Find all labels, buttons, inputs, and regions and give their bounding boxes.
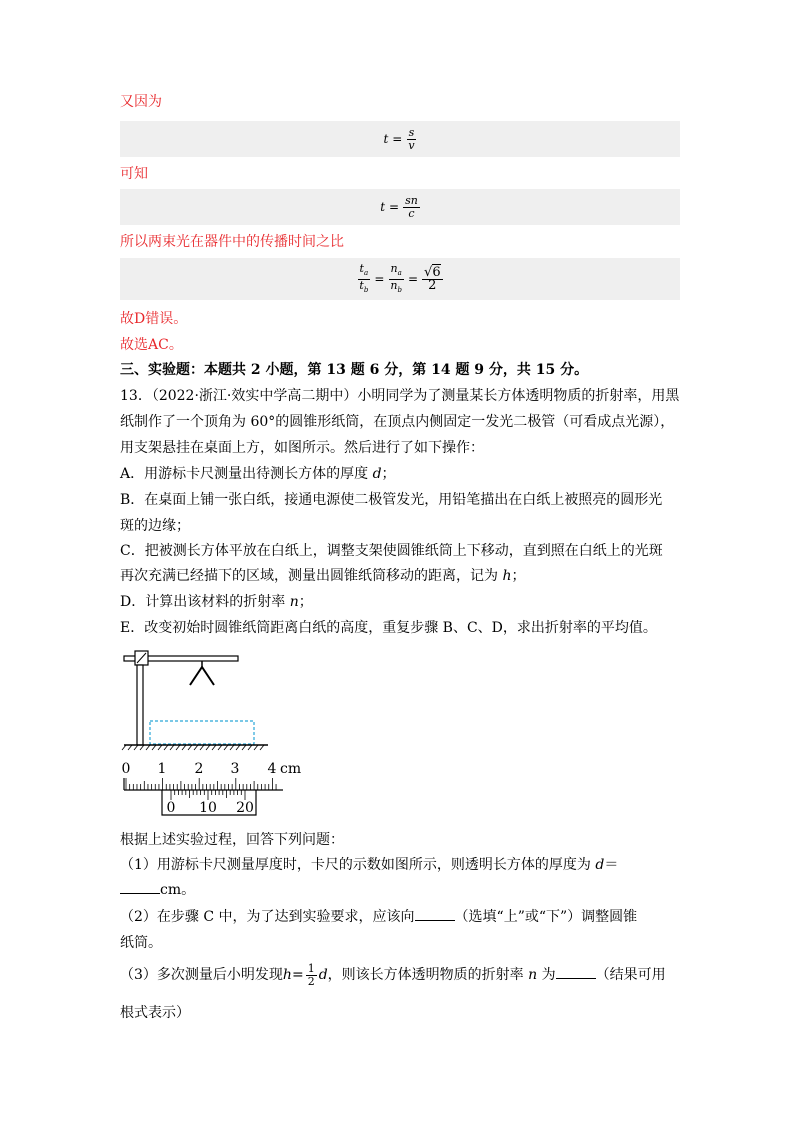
q2-line-2: 纸筒。 [120,935,162,951]
q1-line-2 [120,880,195,900]
q3-mid2: 为 [537,967,556,983]
ratio-ta-over-tb [357,263,370,296]
sqrt-symbol: √ [424,264,433,280]
q3-h: h [282,967,292,983]
ratio-n: n [390,278,398,292]
vernier-label: 0 [166,800,176,816]
vernier-label: 20 [236,800,254,816]
main-scale-label: 0 [121,761,131,777]
step-d-text: D．计算出该材料的折射率 [120,594,290,610]
step-a-text: A．用游标卡尺测量出待测长方体的厚度 [120,466,373,482]
solution-line-answer: 故选AC。 [120,337,183,353]
formula-var: t [383,132,389,146]
question-intro-line-1: 13．（2022·浙江·效实中学高二期中）小明同学为了测量某长方体透明物质的折射率，用黑 [120,388,680,404]
q2-text: （2）在步骤 C 中，为了达到实验要求，应该向 [120,909,415,925]
formula-fraction [403,195,420,220]
q3-n: n [528,967,538,983]
vernier-label: 10 [199,800,217,816]
question-intro-line-3: 用支架悬挂在桌面上方，如图所示。然后进行了如下操作： [120,440,484,456]
solution-line-bizhi: 所以两束光在器件中的传播时间之比 [120,234,344,250]
q3-line-2: 根式表示） [120,1005,190,1021]
step-b-line-2: 斑的边缘； [120,518,190,534]
step-c-text: 再次充满已经描下的区域，测量出圆锥纸筒移动的距离，记为 [120,568,503,584]
formula-equals: = [392,132,403,146]
q3-answer-blank[interactable] [556,978,596,979]
ratio-sub-b: b [397,285,402,294]
vernier-scale-ticks [171,790,245,800]
q3-line-1 [120,961,666,989]
step-c-var: h [502,568,512,584]
q1-line-1 [120,855,618,875]
formula-equals: = [374,272,385,286]
q1-text: （1）用游标卡尺测量厚度时，卡尺的示数如图所示，则透明长方体的厚度为 [120,857,596,873]
solution-line-d-wrong: 故D错误。 [120,311,188,327]
q1-answer-blank[interactable] [120,893,160,894]
fraction-numerator: s [408,125,415,139]
formula-t-equals-sn-over-c [120,189,680,225]
q2-line-1 [120,907,637,927]
solution-line-yinwei: 又因为 [120,94,162,110]
step-b-line-1: B．在桌面上铺一张白纸，接通电源使二极管发光，用铅笔描出在白纸上被照亮的圆形光 [120,492,663,508]
q3-one-half [306,963,317,988]
fraction-numerator: 1 [307,961,315,975]
ratio-sub-b: b [363,285,369,294]
answer-intro: 根据上述实验过程，回答下列问题： [120,832,344,848]
q2-answer-blank[interactable] [415,920,455,921]
ratio-t: t [359,261,364,275]
step-d-end: ； [298,594,313,610]
step-c-end: ； [511,568,526,584]
q1-equals: ＝ [604,857,619,873]
formula-var: t [380,200,386,214]
step-c-line-2 [120,566,525,586]
step-a-var: d [372,466,382,482]
fraction-denominator: v [408,138,415,152]
step-d [120,592,313,612]
section-heading: 三、实验题：本题共 2 小题，第 13 题 6 分，第 14 题 9 分，共 15 分。 [120,362,589,378]
fraction-denominator: 2 [307,974,315,988]
q3-equals: = [291,967,304,983]
step-a [120,464,396,484]
formula-time-ratio [120,258,680,300]
support-stand [137,665,143,745]
main-scale-unit: cm [280,761,302,777]
ratio-na-over-nb [388,263,404,296]
ratio-t: t [359,278,364,292]
main-scale-label: 2 [194,761,204,777]
main-scale-ticks [126,778,276,790]
experiment-figure [118,645,318,825]
q3-d: d [318,967,328,983]
transparent-block [150,721,254,744]
q3-end: （结果可用 [595,967,666,983]
main-scale-label: 1 [157,761,167,777]
step-d-var: n [289,594,299,610]
cone-tube [190,667,214,685]
main-scale-label: 3 [230,761,240,777]
formula-fraction [406,127,416,152]
step-c-line-1: C．把被测长方体平放在白纸上，调整支架使圆锥纸筒上下移动，直到照在白纸上的光斑 [120,543,663,559]
solution-line-kezhi: 可知 [120,166,148,182]
sqrt-radicand: 6 [432,264,441,280]
q2-end: （选填“上”或“下”）调整圆锥 [454,909,638,925]
main-scale-label: 4 [267,761,277,777]
formula-t-equals-s-over-v [120,121,680,157]
formula-equals: = [389,200,400,214]
q3-mid: ，则该长方体透明物质的折射率 [327,967,529,983]
q3-text: （3）多次测量后小明发现 [120,967,283,983]
step-e: E．改变初始时圆锥纸筒距离白纸的高度，重复步骤 B、C、D，求出折射率的平均值。 [120,620,657,636]
question-intro-line-2: 纸制作了一个顶角为 60°的圆锥形纸筒，在顶点内侧固定一发光二极管（可看成点光源）， [120,414,675,430]
ratio-sub-a: a [363,268,369,277]
q1-unit: cm。 [160,882,196,898]
ratio-sub-a: a [397,268,402,277]
fraction-denominator: c [408,206,415,220]
formula-equals: = [407,272,419,286]
fraction-denominator: 2 [428,277,437,293]
ratio-n: n [390,261,398,275]
fraction-numerator: sn [405,193,418,207]
ratio-sqrt6-over-2 [422,264,443,293]
q1-var: d [595,857,605,873]
step-a-end: ； [381,466,396,482]
